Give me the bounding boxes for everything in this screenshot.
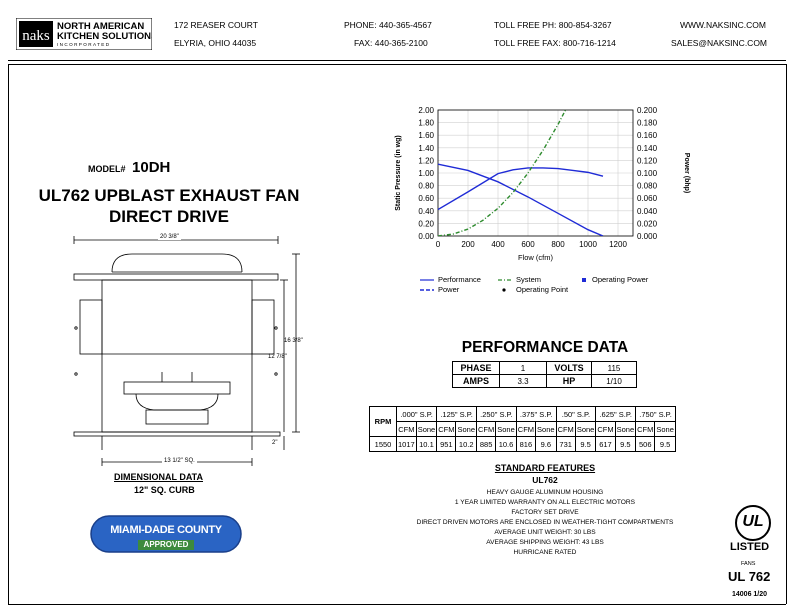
- y-tick-left-label: 0.80: [418, 181, 434, 191]
- amps-label: AMPS: [453, 375, 500, 388]
- legend-performance: Performance: [438, 275, 481, 284]
- volts-value: 115: [592, 362, 637, 375]
- sone-subheader: Sone: [615, 422, 636, 437]
- table-cell: 1017: [397, 437, 417, 452]
- sp-header: .375" S.P.: [516, 407, 556, 422]
- cfm-subheader: CFM: [636, 422, 655, 437]
- product-title-line2: DIRECT DRIVE: [109, 207, 229, 226]
- fan-drawing: [62, 232, 314, 470]
- ul-fans: FANS: [741, 561, 756, 567]
- ul-listed: LISTED: [730, 541, 770, 553]
- frame-bottom: [8, 604, 786, 605]
- sp-header: .50" S.P.: [556, 407, 596, 422]
- email-link[interactable]: SALES@NAKSINC.COM: [671, 38, 768, 48]
- sone-subheader: Sone: [416, 422, 437, 437]
- logo-graphic: [16, 18, 152, 50]
- x-tick-label: 400: [491, 240, 505, 249]
- toll-free-fax: TOLL FREE FAX: 800-716-1214: [494, 38, 616, 48]
- table-cell: 951: [437, 437, 456, 452]
- sp-header: .000" S.P.: [397, 407, 437, 422]
- product-title-line1: UL762 UPBLAST EXHAUST FAN: [38, 186, 300, 205]
- y-tick-left-label: 0.00: [418, 232, 434, 241]
- table-cell: 10.1: [416, 437, 437, 452]
- legend-operating-point: Operating Point: [516, 285, 569, 294]
- model-block: [88, 159, 170, 176]
- y-tick-right-label: 0.120: [637, 156, 658, 166]
- cfm-subheader: CFM: [516, 422, 535, 437]
- rpm-header: RPM: [370, 407, 397, 437]
- performance-row: [453, 362, 637, 375]
- y-tick-left-label: 0.60: [418, 194, 434, 204]
- table-cell: 10.6: [496, 437, 517, 452]
- badge-line1: MIAMI-DADE COUNTY: [110, 524, 222, 536]
- header-divider-top: [8, 60, 786, 61]
- toll-free-phone: TOLL FREE PH: 800-854-3267: [494, 20, 612, 30]
- fan-curve-chart: [380, 100, 700, 300]
- sp-header: .125" S.P.: [437, 407, 477, 422]
- series-power: [438, 168, 603, 210]
- logo-sub: INCORPORATED: [57, 42, 111, 47]
- rpm-value: 1550: [370, 437, 397, 452]
- dimensional-caption: DIMENSIONAL DATA: [114, 472, 203, 482]
- y-tick-left-label: 1.40: [418, 143, 434, 153]
- y-axis-right-label: Power (bhp): [683, 152, 690, 194]
- legend-system: System: [516, 275, 542, 284]
- fax: FAX: 440-365-2100: [354, 38, 428, 48]
- cfm-sone-table: [369, 406, 676, 452]
- ul-logo: [734, 504, 772, 542]
- model-number: 10DH: [132, 159, 171, 176]
- base-dimension: 13 1/2" SQ.: [164, 458, 195, 464]
- sone-subheader: Sone: [655, 422, 676, 437]
- width-dimension: 20 3/8": [160, 234, 179, 240]
- x-tick-label: 0: [435, 240, 441, 249]
- legend-operating-power: Operating Power: [592, 275, 649, 284]
- table-cell: 9.6: [536, 437, 557, 452]
- y-tick-left-label: 1.60: [418, 131, 434, 141]
- sp-header: .750" S.P.: [636, 407, 676, 422]
- chart-legend: [420, 274, 680, 298]
- address-street: 172 REASER COURT: [174, 20, 258, 30]
- y-tick-right-label: 0.040: [637, 206, 658, 216]
- header-divider-bottom: [8, 64, 786, 65]
- inner-height-dimension: 12 7/8": [268, 354, 287, 360]
- logo-mark: naks: [22, 28, 50, 44]
- dimensional-drawing: [62, 232, 314, 470]
- y-tick-right-label: 0.060: [637, 194, 658, 204]
- x-tick-label: 1200: [609, 240, 627, 249]
- cfm-subheader: CFM: [556, 422, 575, 437]
- table-cell: 731: [556, 437, 575, 452]
- hp-value: 1/10: [592, 375, 637, 388]
- logo-line2: KITCHEN SOLUTIONS: [57, 31, 152, 42]
- y-tick-left-label: 1.80: [418, 118, 434, 128]
- y-axis-left-label: Static Pressure (in wg): [395, 135, 402, 211]
- hp-label: HP: [547, 375, 592, 388]
- sone-subheader: Sone: [536, 422, 557, 437]
- y-tick-right-label: 0.160: [637, 131, 658, 141]
- cfm-subheader: CFM: [596, 422, 615, 437]
- feature-item: HEAVY GAUGE ALUMINUM HOUSING: [486, 489, 604, 496]
- y-tick-right-label: 0.200: [637, 106, 658, 115]
- ul-standard: UL 762: [728, 569, 771, 584]
- frame-right: [786, 64, 787, 604]
- y-tick-left-label: 1.20: [418, 156, 434, 166]
- cfm-subheader: CFM: [477, 422, 496, 437]
- feature-item: HURRICANE RATED: [513, 549, 577, 556]
- table-row: [370, 407, 676, 422]
- volts-label: VOLTS: [547, 362, 592, 375]
- x-tick-label: 1000: [579, 240, 597, 249]
- logo-line1: NORTH AMERICAN: [57, 21, 145, 32]
- sone-subheader: Sone: [575, 422, 596, 437]
- sp-header: .250" S.P.: [477, 407, 517, 422]
- company-logo: [16, 18, 152, 50]
- address-city: ELYRIA, OHIO 44035: [174, 38, 257, 48]
- y-tick-right-label: 0.100: [637, 169, 658, 178]
- y-tick-left-label: 1.00: [418, 169, 434, 178]
- y-tick-right-label: 0.020: [637, 219, 658, 229]
- table-cell: 9.5: [655, 437, 676, 452]
- table-cell: 9.5: [615, 437, 636, 452]
- feature-item: FACTORY SET DRIVE: [511, 509, 579, 516]
- table-cell: 506: [636, 437, 655, 452]
- height-dimension: 16 3/8": [284, 338, 303, 344]
- features-subtitle: UL762: [532, 475, 558, 485]
- performance-title: PERFORMANCE DATA: [461, 339, 629, 356]
- amps-value: 3.3: [500, 375, 547, 388]
- curb-height-dimension: 2": [272, 440, 278, 446]
- features-title: STANDARD FEATURES: [494, 463, 596, 473]
- feature-item: AVERAGE SHIPPING WEIGHT: 43 LBS: [486, 539, 604, 546]
- frame-left: [8, 64, 9, 604]
- y-tick-left-label: 2.00: [418, 106, 434, 115]
- phase-value: 1: [500, 362, 547, 375]
- cfm-subheader: CFM: [397, 422, 417, 437]
- x-tick-label: 800: [551, 240, 565, 249]
- sone-subheader: Sone: [496, 422, 517, 437]
- y-tick-right-label: 0.080: [637, 181, 658, 191]
- table-cell: 9.5: [575, 437, 596, 452]
- table-row: [370, 422, 676, 437]
- table-cell: 816: [516, 437, 535, 452]
- feature-item: 1 YEAR LIMITED WARRANTY ON ALL ELECTRIC MOTORS: [454, 499, 636, 506]
- curb-caption: 12" SQ. CURB: [134, 485, 195, 495]
- table-cell: 885: [477, 437, 496, 452]
- badge-line2: APPROVED: [143, 540, 189, 549]
- legend-marker-operating-point: [502, 288, 505, 291]
- y-tick-right-label: 0.000: [637, 232, 658, 241]
- sone-subheader: Sone: [456, 422, 477, 437]
- table-cell: 10.2: [456, 437, 477, 452]
- y-tick-left-label: 0.20: [418, 219, 434, 229]
- feature-item: AVERAGE UNIT WEIGHT: 30 LBS: [494, 529, 596, 536]
- y-tick-right-label: 0.180: [637, 118, 658, 128]
- performance-row: [453, 375, 637, 388]
- x-tick-label: 200: [461, 240, 475, 249]
- y-tick-left-label: 0.40: [418, 206, 434, 216]
- phase-label: PHASE: [453, 362, 500, 375]
- model-label: MODEL#: [88, 164, 126, 174]
- miami-dade-badge: [90, 515, 242, 553]
- x-tick-label: 600: [521, 240, 535, 249]
- series-performance: [438, 164, 603, 236]
- legend-marker-operating-power: [582, 278, 586, 282]
- phone: PHONE: 440-365-4567: [344, 20, 432, 30]
- y-tick-right-label: 0.140: [637, 143, 658, 153]
- legend-power: Power: [438, 285, 460, 294]
- performance-table: [452, 361, 637, 388]
- x-axis-label: Flow (cfm): [518, 253, 553, 262]
- ul-mark: UL: [742, 513, 764, 530]
- doc-code: 14006 1/20: [732, 591, 768, 598]
- website-link[interactable]: WWW.NAKSINC.COM: [680, 20, 766, 30]
- cfm-subheader: CFM: [437, 422, 456, 437]
- feature-item: DIRECT DRIVEN MOTORS ARE ENCLOSED IN WEATHER-TIGHT COMPARTMENTS: [416, 519, 674, 526]
- sp-header: .625" S.P.: [596, 407, 636, 422]
- table-row: [370, 437, 676, 452]
- table-cell: 617: [596, 437, 615, 452]
